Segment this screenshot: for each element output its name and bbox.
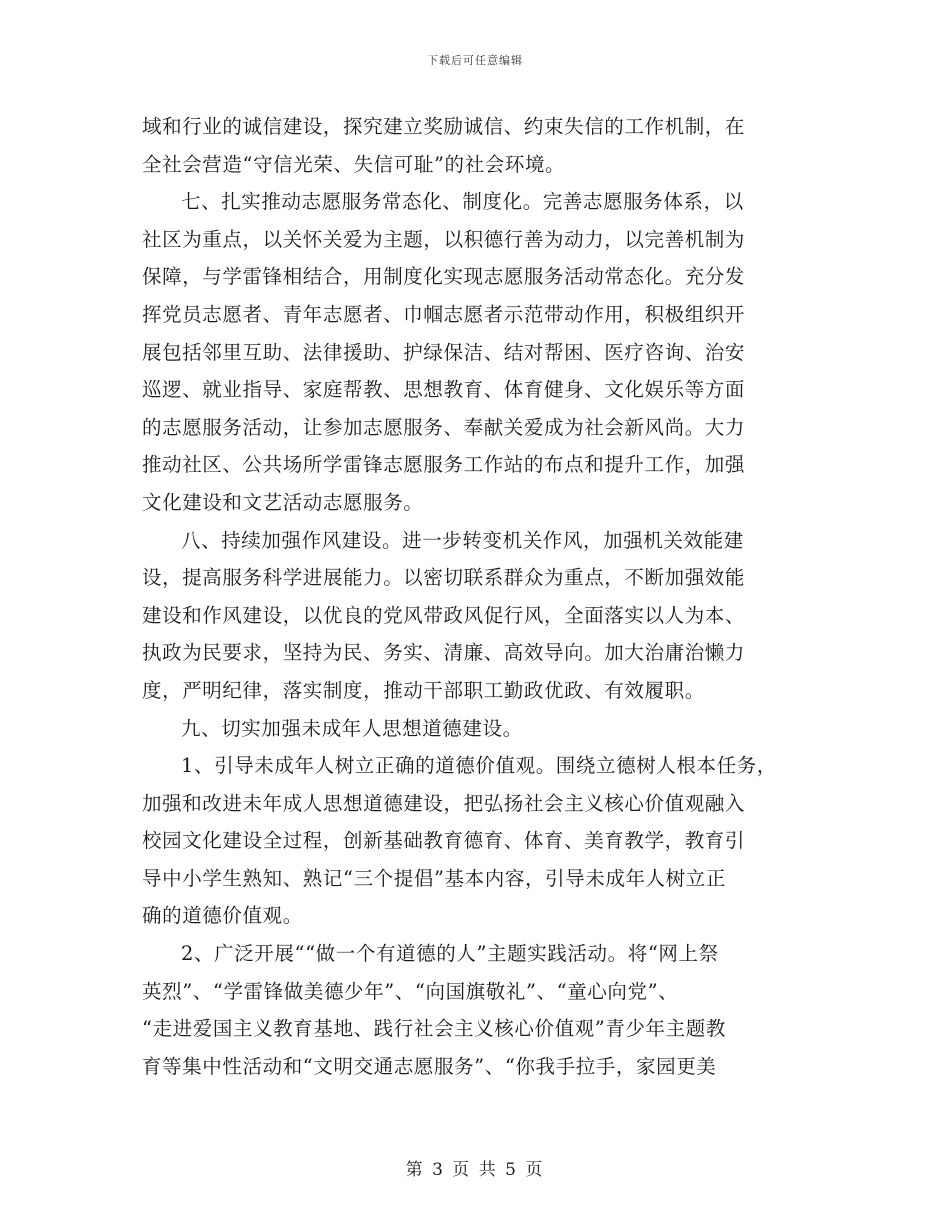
text-line: 导中小学生熟知、熟记“三个提倡”基本内容，引导未成年人树立正 <box>142 866 726 890</box>
text-line: 育等集中性活动和“文明交通志愿服务”、“你我手拉手，家园更美 <box>142 1054 717 1078</box>
paragraph-start: 1、引导未成年人树立正确的道德价值观。围绕立德树人根本任务， <box>181 754 777 778</box>
text-line: 度，严明纪律，落实制度，推动干部职工勤政优政、有效履职。 <box>142 678 705 702</box>
text-line: 的志愿服务活动，让参加志愿服务、奉献关爱成为社会新风尚。大力 <box>142 415 746 439</box>
text-line: 英烈”、“学雷锋做美德少年”、“向国旗敬礼”、“童心向党”、 <box>142 979 679 1003</box>
text-line: 加强和改进未年成人思想道德建设，把弘扬社会主义核心价值观融入 <box>142 791 746 815</box>
section-heading: 九、切实加强未成年人思想道德建设。 <box>181 716 523 740</box>
paragraph-start: 2、广泛开展““做一个有道德的人”主题实践活动。将“网上祭 <box>181 942 719 966</box>
text-line: 确的道德价值观。 <box>142 904 303 928</box>
text-line: 挥党员志愿者、青年志愿者、巾帼志愿者示范带动作用，积极组织开 <box>142 302 746 326</box>
page-header: 下载后可任意编辑 <box>427 54 523 67</box>
text-line: 展包括邻里互助、法律援助、护绿保洁、结对帮困、医疗咨询、治安 <box>142 340 746 364</box>
paragraph-start: 八、持续加强作风建设。进一步转变机关作风，加强机关效能建 <box>181 528 744 552</box>
text-line: 设，提高服务科学进展能力。以密切联系群众为重点，不断加强效能 <box>142 566 746 590</box>
text-line: 执政为民要求，坚持为民、务实、清廉、高效导向。加大治庸治懒力 <box>142 641 746 665</box>
text-line: 巡逻、就业指导、家庭帮教、思想教育、体育健身、文化娱乐等方面 <box>142 378 746 402</box>
text-line: 文化建设和文艺活动志愿服务。 <box>142 490 424 514</box>
page-number: 第 3 页 共 5 页 <box>405 1160 545 1180</box>
paragraph-start: 七、扎实推动志愿服务常态化、制度化。完善志愿服务体系，以 <box>181 190 744 214</box>
document-body <box>142 108 822 1085</box>
text-line: 社区为重点，以关怀关爱为主题，以积德行善为动力，以完善机制为 <box>142 227 746 251</box>
text-line: 域和行业的诚信建设，探究建立奖励诚信、约束失信的工作机制，在 <box>142 115 746 138</box>
text-line: 保障，与学雷锋相结合，用制度化实现志愿服务活动常态化。充分发 <box>142 265 746 289</box>
text-line: 推动社区、公共场所学雷锋志愿服务工作站的布点和提升工作，加强 <box>142 453 746 477</box>
text-line: “走进爱国主义教育基地、践行社会主义核心价值观”青少年主题教 <box>142 1017 726 1041</box>
text-line: 建设和作风建设，以优良的党风带政风促行风，全面落实以人为本、 <box>142 603 746 627</box>
text-line: 全社会营造“守信光荣、失信可耻”的社会环境。 <box>142 152 566 176</box>
text-line: 校园文化建设全过程，创新基础教育德育、体育、美育教学，教育引 <box>142 829 746 853</box>
